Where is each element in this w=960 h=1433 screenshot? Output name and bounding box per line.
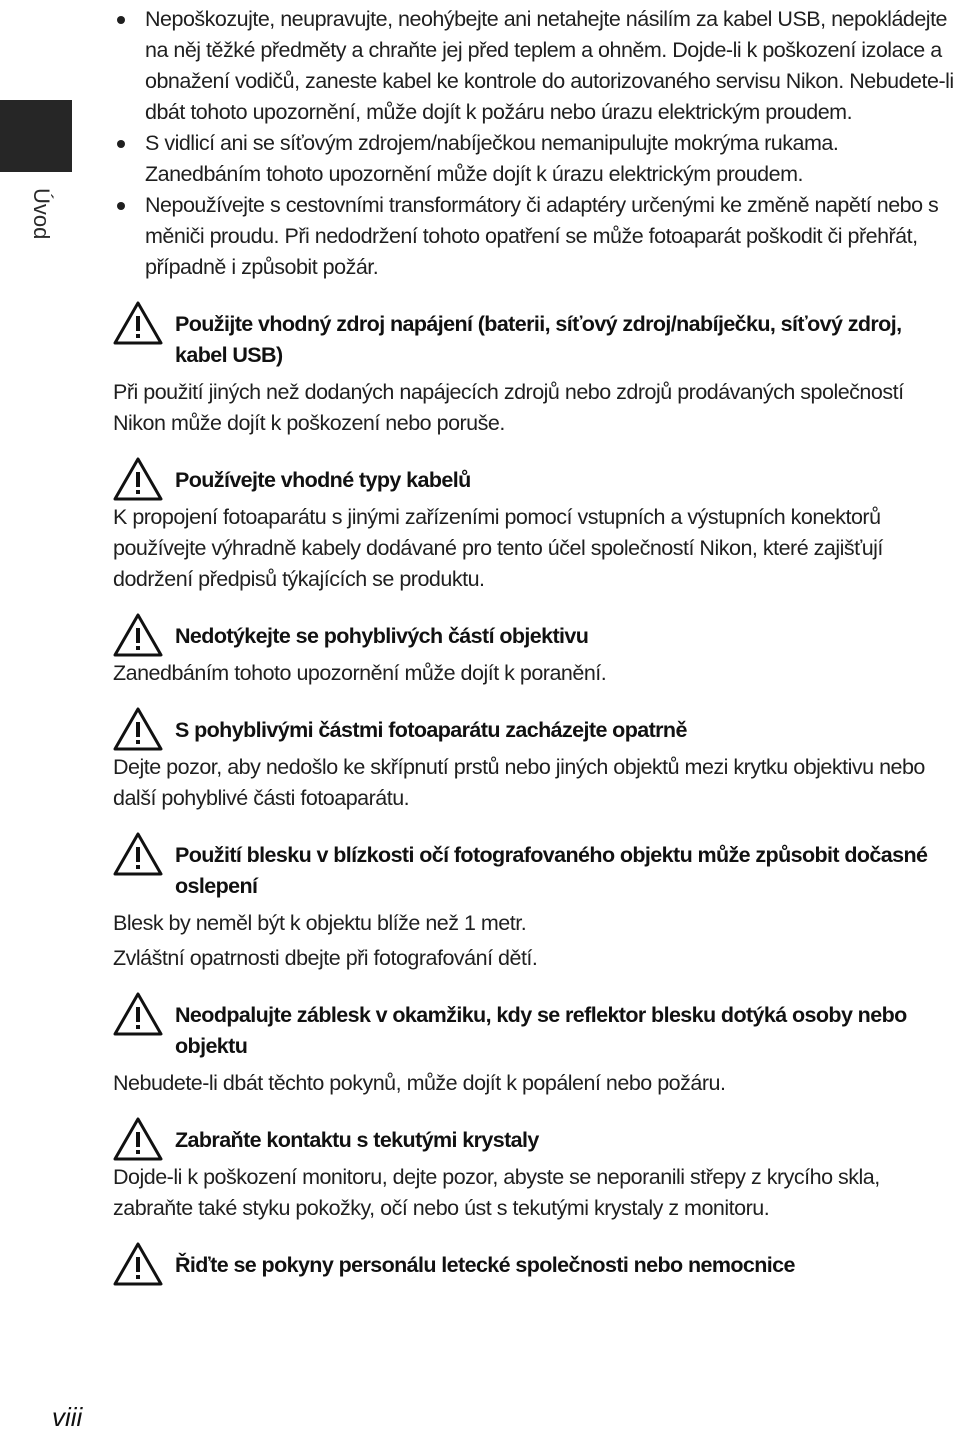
warning-title: Neodpalujte záblesk v okamžiku, kdy se reflektor blesku dotýká osoby nebo objektu: [175, 1003, 907, 1058]
page-number: viii: [52, 1402, 83, 1432]
warning-airline-hospital: [113, 1250, 956, 1281]
bullet-icon: [117, 202, 125, 210]
warning-title: Používejte vhodné typy kabelů: [175, 468, 471, 492]
warning-triangle-icon: [113, 707, 163, 751]
warning-body: Zanedbáním tohoto upozornění může dojít k poranění.: [113, 661, 607, 685]
warning-body: Dojde-li k poškození monitoru, dejte pozor, abyste se neporanili střepy z krycího skla, zabraňte také styku pokožky, očí nebo úst s tekutými krystaly z monitoru.: [113, 1165, 880, 1220]
warning-body: Blesk by neměl být k objektu blíže než 1 metr.: [113, 911, 527, 935]
section-tab-marker: [0, 100, 72, 172]
bullet-item: [113, 4, 956, 128]
warning-lens-parts: [113, 621, 956, 689]
warning-triangle-icon: [113, 832, 163, 876]
bullet-text: Nepoškozujte, neupravujte, neohýbejte ani netahejte násilím za kabel USB, nepokládejte na něj těžké předměty a chraňte jej před teplem a ohněm. Dojde-li k poškození izolace a obnažení vodičů, zaneste kabel ke kontrole do autorizovaného servisu Nikon. Nebudete-li dbát tohoto upozornění, může dojít k požáru nebo úrazu elektrickým proudem.: [145, 7, 954, 124]
warning-title: Použití blesku v blízkosti očí fotografovaného objektu může způsobit dočasné oslepení: [175, 843, 928, 898]
warning-body: K propojení fotoaparátu s jinými zařízeními pomocí vstupních a výstupních konektorů používejte výhradně kabely dodávané pro tento účel společností Nikon, které zajišťují dodržení předpisů týkajících se produktu.: [113, 505, 883, 591]
bullet-text: Nepoužívejte s cestovními transformátory či adaptéry určenými ke změně napětí nebo s měniči proudu. Při nedodržení tohoto opatření se může fotoaparát poškodit či přehřát, případně i způsobit požár.: [145, 193, 939, 279]
warning-body: Zvláštní opatrnosti dbejte při fotografování dětí.: [113, 946, 538, 970]
warning-triangle-icon: [113, 457, 163, 501]
warning-title: Zabraňte kontaktu s tekutými krystaly: [175, 1128, 539, 1152]
warning-title: Nedotýkejte se pohyblivých částí objektivu: [175, 624, 589, 648]
section-label: Úvod: [29, 188, 54, 240]
warning-flash-eyes: [113, 840, 956, 974]
page-content: [113, 0, 956, 1281]
warning-flash-contact: [113, 1000, 956, 1099]
warning-body: Nebudete-li dbát těchto pokynů, může dojít k popálení nebo požáru.: [113, 1071, 726, 1095]
warning-triangle-icon: [113, 1117, 163, 1161]
warning-triangle-icon: [113, 1242, 163, 1286]
warning-title: S pohyblivými částmi fotoaparátu zacházejte opatrně: [175, 718, 687, 742]
warning-liquid-crystals: [113, 1125, 956, 1224]
warning-title: Použijte vhodný zdroj napájení (baterii, síťový zdroj/nabíječku, síťový zdroj, kabel USB): [175, 312, 902, 367]
bullet-text: S vidlicí ani se síťovým zdrojem/nabíječkou nemanipulujte mokrýma rukama. Zanedbáním tohoto upozornění může dojít k úrazu elektrickým proudem.: [145, 131, 839, 186]
warning-moving-parts: [113, 715, 956, 814]
warning-triangle-icon: [113, 992, 163, 1036]
warning-cables: [113, 465, 956, 595]
bullet-item: [113, 128, 956, 190]
warning-title: Řiďte se pokyny personálu letecké společnosti nebo nemocnice: [175, 1253, 795, 1277]
bullet-list: [113, 4, 956, 283]
warning-triangle-icon: [113, 613, 163, 657]
warning-body: Při použití jiných než dodaných napájecích zdrojů nebo zdrojů prodávaných společností Nikon může dojít k poškození nebo poruše.: [113, 380, 904, 435]
warning-body: Dejte pozor, aby nedošlo ke skřípnutí prstů nebo jiných objektů mezi krytku objektivu nebo další pohyblivé části fotoaparátu.: [113, 755, 925, 810]
bullet-icon: [117, 140, 125, 148]
bullet-item: [113, 190, 956, 283]
warning-power-source: [113, 309, 956, 439]
warning-triangle-icon: [113, 301, 163, 345]
bullet-icon: [117, 16, 125, 24]
